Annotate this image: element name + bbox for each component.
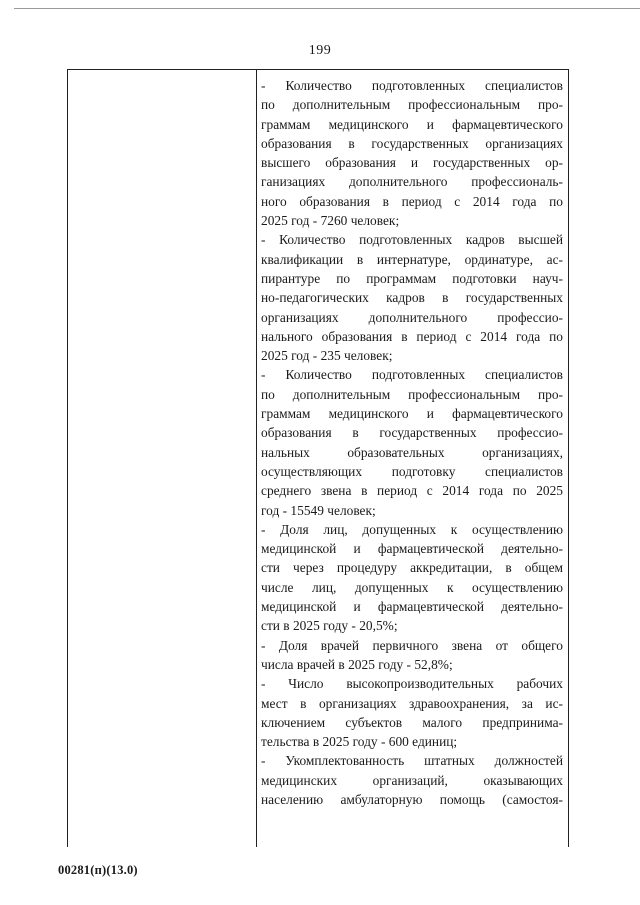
- table-text-line: граммам медицинского и фармацевтического: [261, 406, 563, 422]
- table-text-line: сти через процедуру аккредитации, в общем: [261, 560, 563, 576]
- table-text-line: числа врачей в 2025 году - 52,8%;: [261, 656, 453, 672]
- table-text-line: организациях дополнительного профессио-: [261, 309, 563, 325]
- table-text-line: год - 15549 человек;: [261, 502, 376, 518]
- table-text-line: по дополнительным профессиональным про-: [261, 386, 563, 402]
- table-right-cell: [261, 76, 563, 809]
- table-text-line: тельства в 2025 году - 600 единиц;: [261, 734, 458, 750]
- table-text-line: медицинской и фармацевтической деятельно-: [261, 541, 563, 557]
- table-text-line: - Доля врачей первичного звена от общего: [261, 637, 563, 653]
- table-text-line: мест в организациях здравоохранения, за ис-: [261, 695, 563, 711]
- table-text-line: - Количество подготовленных специалистов: [261, 367, 563, 383]
- table-column-divider: [256, 70, 257, 847]
- table-text-line: медицинских организаций, оказывающих: [261, 772, 563, 788]
- table-text-line: 2025 год - 235 человек;: [261, 348, 393, 364]
- page-number: 199: [308, 43, 332, 58]
- table-text-line: граммам медицинского и фармацевтического: [261, 116, 563, 132]
- table-text-line: - Доля лиц, допущенных к осуществлению: [261, 521, 563, 537]
- table-text-line: высшего образования и государственных ор-: [261, 155, 563, 171]
- table-text-line: пирантуре по программам подготовки науч-: [261, 270, 563, 286]
- table-text-line: - Количество подготовленных специалистов: [261, 78, 563, 93]
- table-text-line: сти в 2025 году - 20,5%;: [261, 618, 398, 634]
- table-text-line: числе лиц, допущенных к осуществлению: [261, 579, 563, 595]
- table-text-line: осуществляющих подготовку специалистов: [261, 463, 563, 479]
- table-text-line: - Количество подготовленных кадров высшей: [261, 232, 563, 248]
- table-text-line: - Укомплектованность штатных должностей: [261, 753, 563, 769]
- table-text-line: - Число высокопроизводительных рабочих: [261, 676, 563, 692]
- table-text-line: по дополнительным профессиональным про-: [261, 97, 563, 113]
- top-page-rule: [14, 8, 640, 9]
- table-text-line: ключением субъектов малого предпринима-: [261, 714, 563, 730]
- table-text-line: ного образования в период с 2014 года по: [261, 193, 563, 209]
- table-text-line: медицинской и фармацевтической деятельно-: [261, 599, 563, 615]
- table-text-line: населению амбулаторную помощь (самостоя-: [261, 791, 563, 807]
- table-text-line: образования в государственных организациях: [261, 135, 563, 151]
- table-text-line: квалификации в интернатуре, ординатуре, ас-: [261, 251, 563, 267]
- table-text-line: ганизациях дополнительного профессиональ-: [261, 174, 563, 190]
- table-text-line: образования в государственных профессио-: [261, 425, 563, 441]
- table-text-line: нальных образовательных организациях,: [261, 444, 563, 460]
- document-table: [67, 69, 569, 847]
- table-text-line: но-педагогических кадров в государственных: [261, 290, 563, 306]
- table-text-line: 2025 год - 7260 человек;: [261, 213, 400, 229]
- document-footer-code: 00281(п)(13.0): [58, 863, 138, 877]
- table-text-line: среднего звена в период с 2014 года по 2025: [261, 483, 563, 499]
- table-text-line: нального образования в период с 2014 года по: [261, 328, 563, 344]
